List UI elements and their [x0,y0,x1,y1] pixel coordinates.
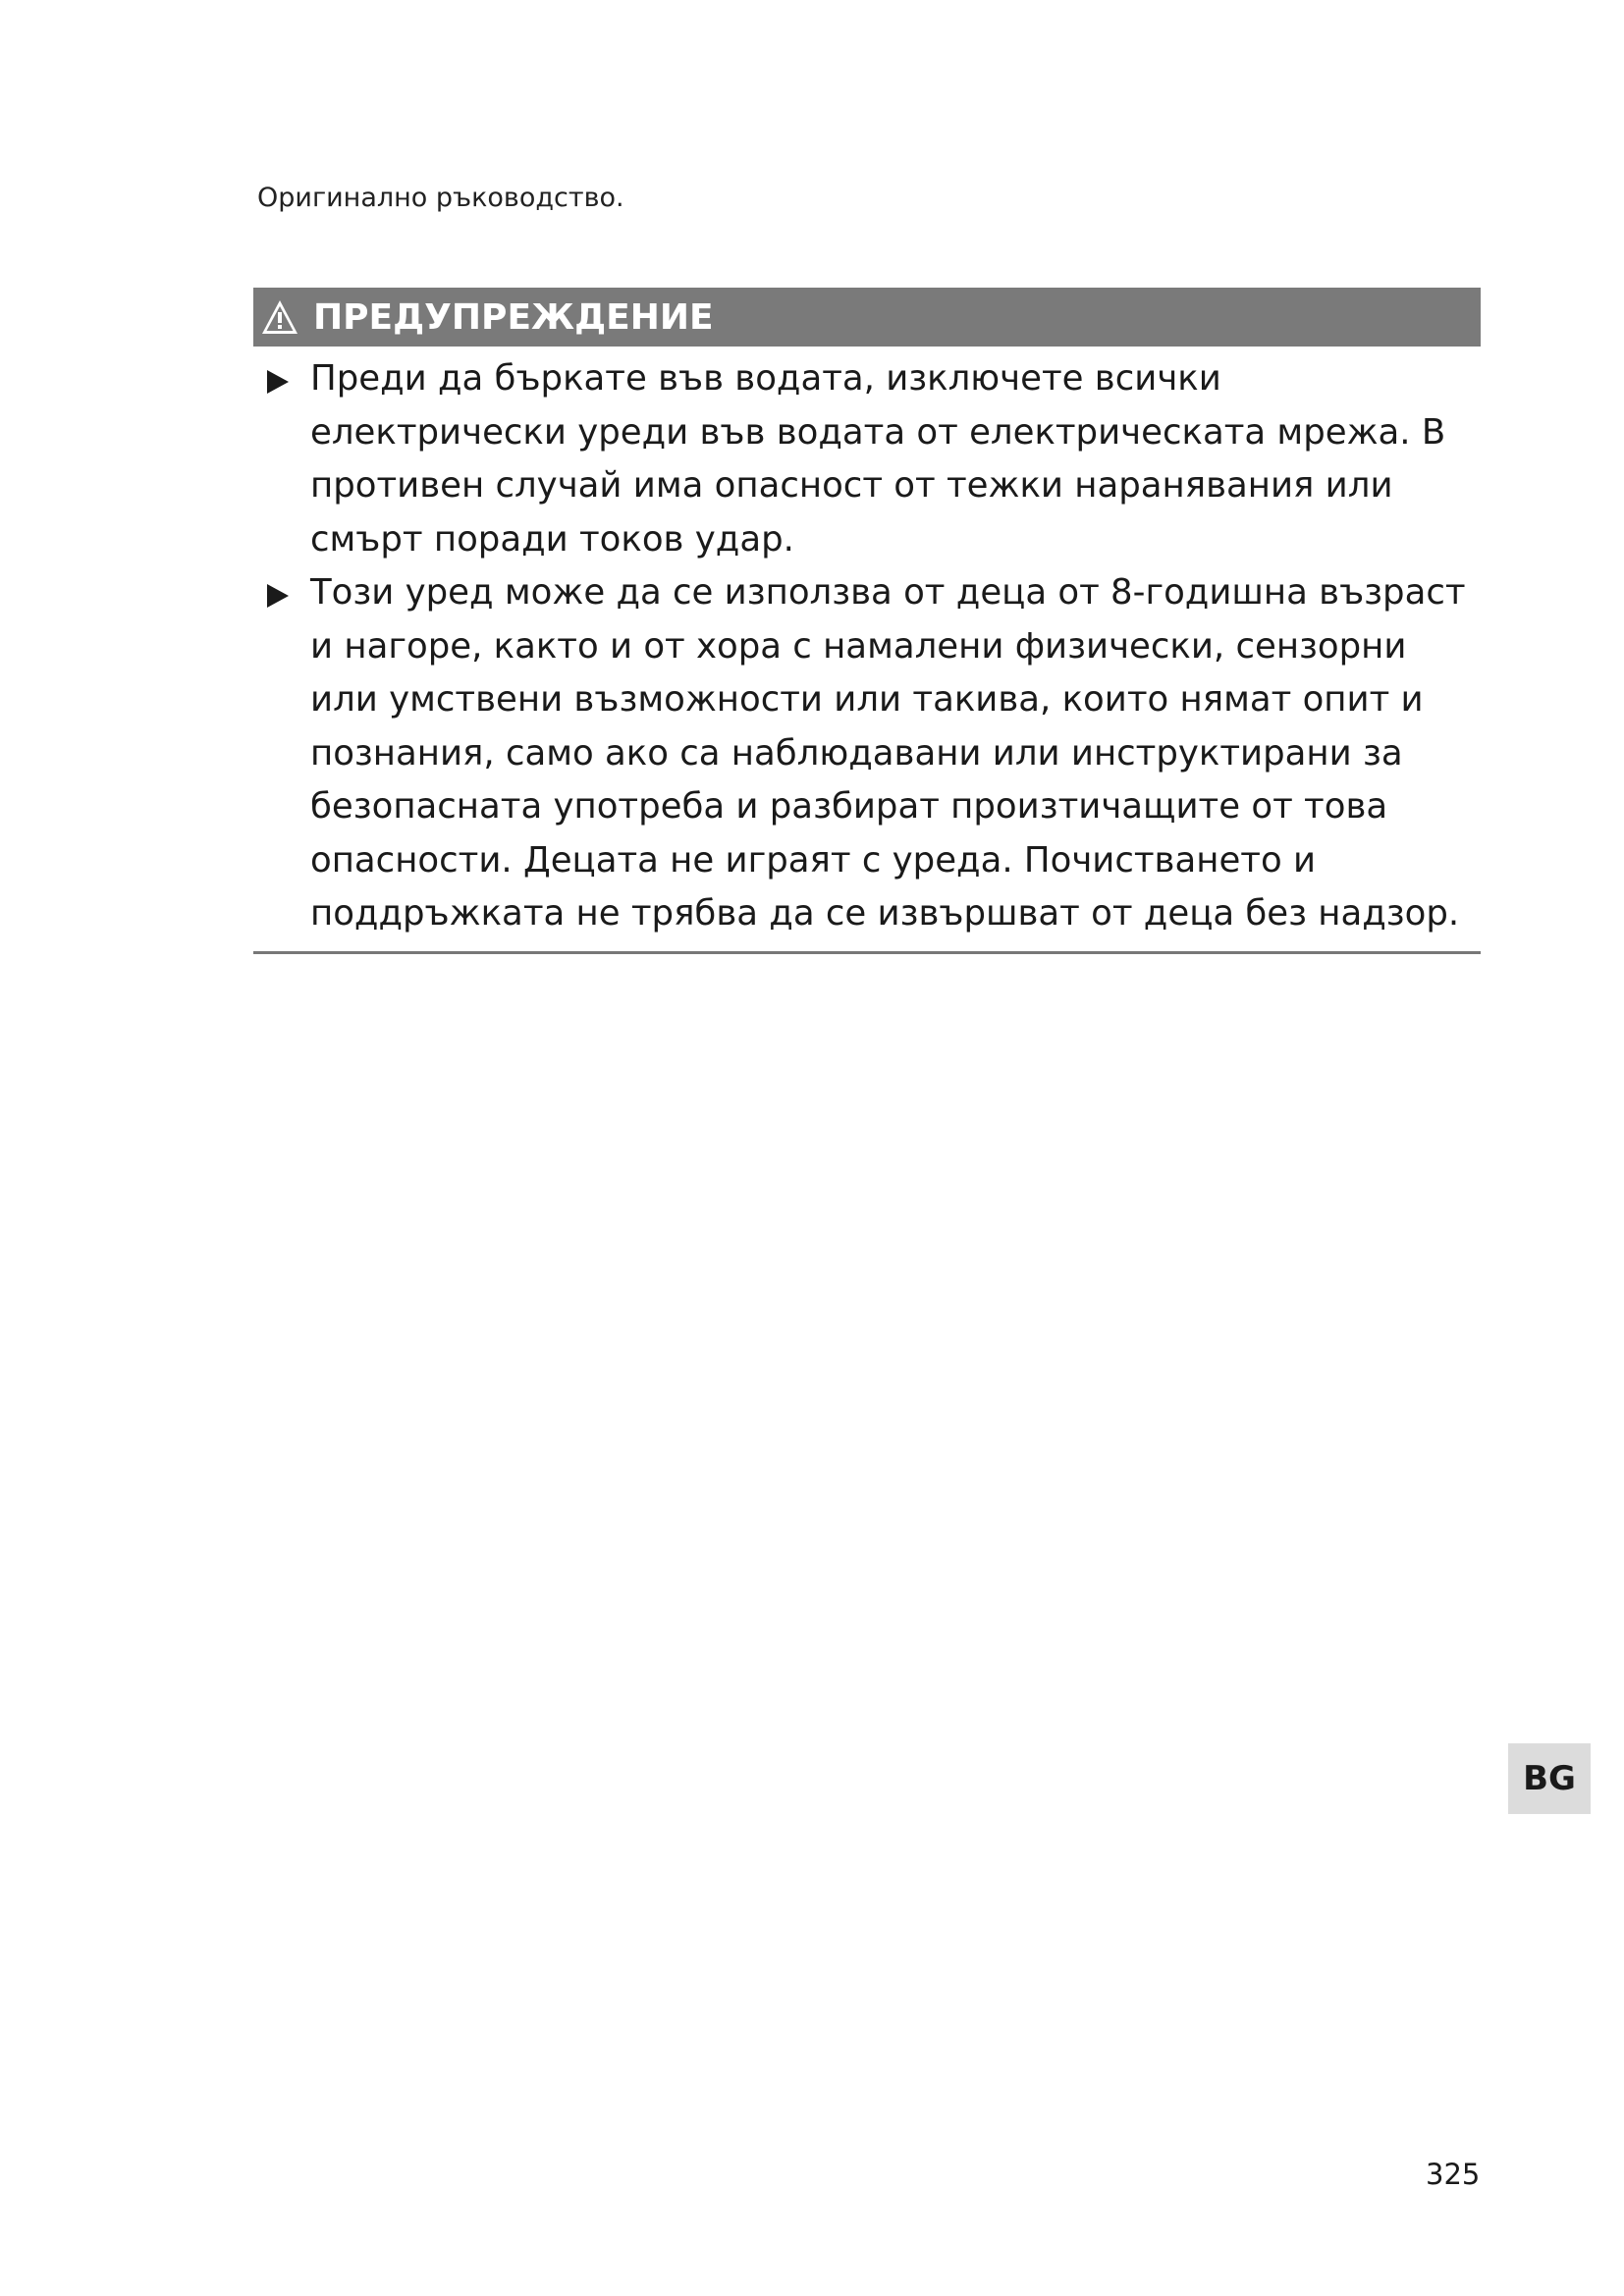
warning-bottom-rule [253,951,1481,954]
warning-box [253,288,1481,954]
warning-triangle-icon [258,295,301,339]
warning-item-text: Този уред може да се използва от деца от 8-годишна възраст и нагоре, както и от хора с намалени физически, сензорни или умствени възможности или такива, които нямат опит и познания, само ако са наблюдавани или инструктирани за безопасната употреба и разбират произтичащите от това опасности. Децата не играят с уреда. Почистването и поддръжката не трябва да се извършват от деца без надзор. [310,572,1466,934]
warning-item-text: Преди да бъркате във водата, изключете всички електрически уреди във водата от електрическата мрежа. В противен случай има опасност от тежки наранявания или смърт поради токов удар. [310,358,1446,560]
warning-item [253,352,1481,566]
warning-header [253,288,1481,347]
warning-title: ПРЕДУПРЕЖДЕНИЕ [313,296,714,338]
page-number: 325 [1426,2158,1481,2191]
document-subtitle: Оригинално ръководство. [257,183,624,213]
warning-item [253,566,1481,941]
bullet-triangle-icon [267,370,289,394]
bullet-triangle-icon [267,584,289,608]
language-tab: BG [1508,1743,1591,1814]
warning-list [253,347,1481,941]
